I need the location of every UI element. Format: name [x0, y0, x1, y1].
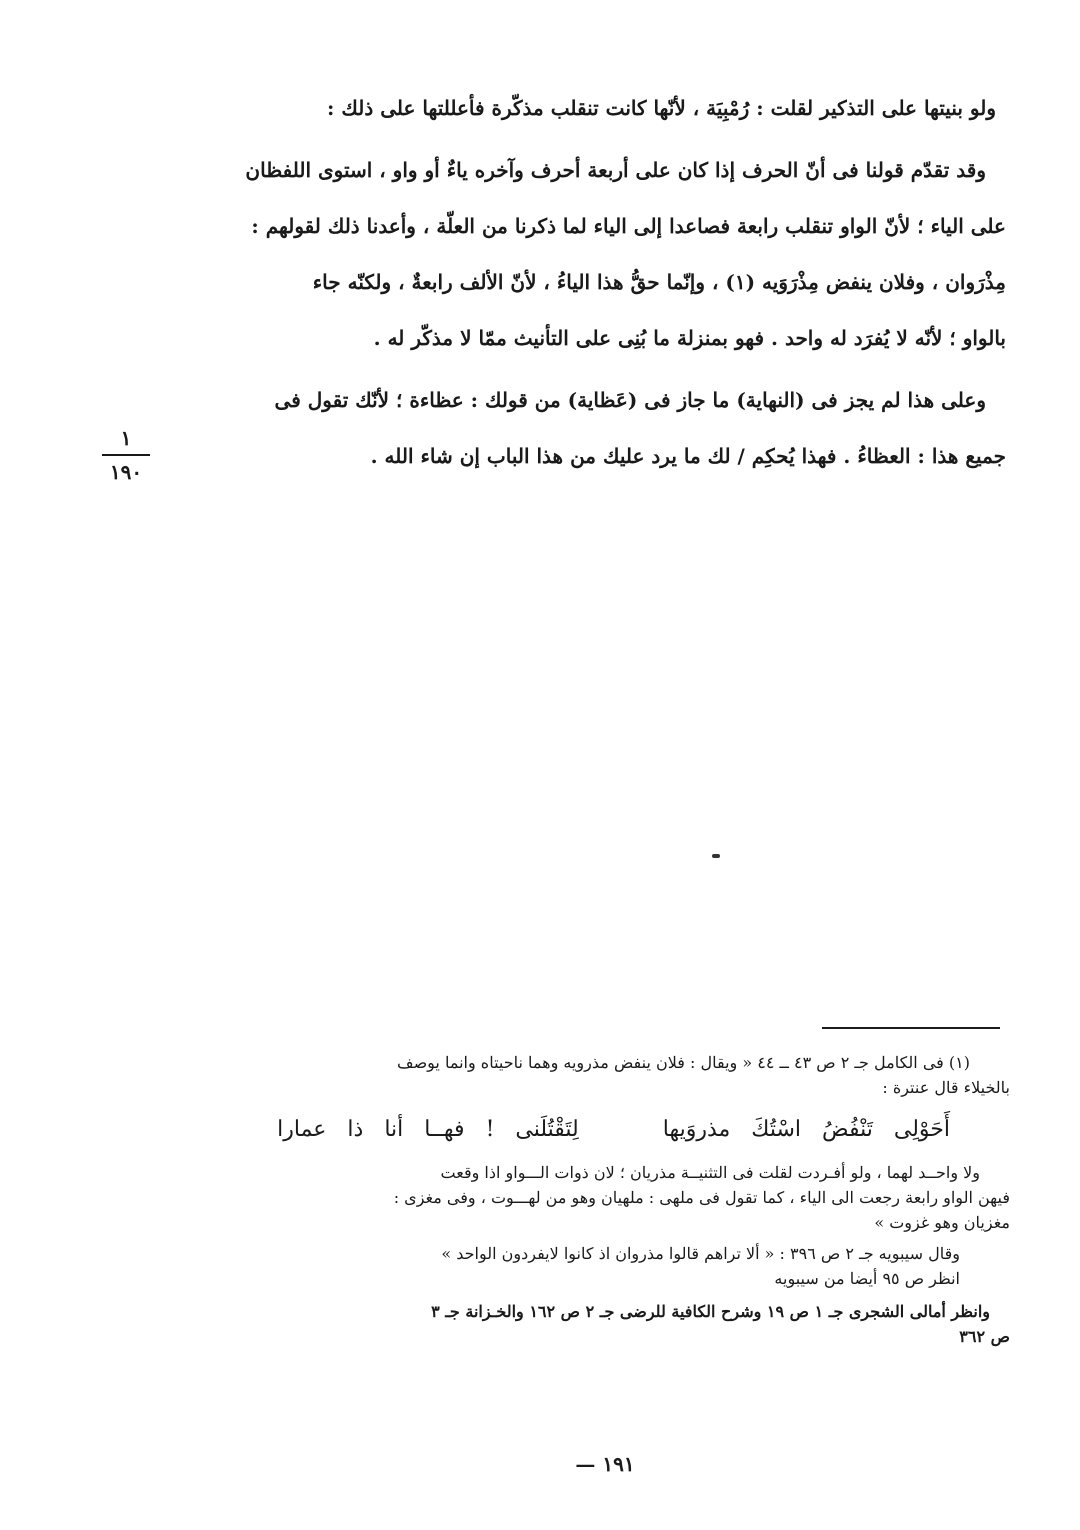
verse-word: فهــا — [424, 1117, 465, 1142]
verse-word: اسْتُكَ — [751, 1117, 802, 1142]
main-line: على الياء ؛ لأنّ الواو تنقلب رابعة فصاعدا إلى الياء لما ذكرنا من العلّة ، وأعدنا ذلك لقولهم : — [251, 214, 1006, 238]
poem-verse — [160, 1100, 1010, 1160]
page-number: ١٩١ — — [575, 1452, 635, 1476]
scan-speck — [712, 854, 720, 858]
verse-word: أنا — [384, 1117, 404, 1142]
margin-marker-top: ١ — [120, 426, 132, 450]
main-text — [168, 80, 1006, 484]
footnote-line: انظر ص ٩٥ أيضا من سيبويه — [774, 1269, 960, 1288]
verse-word: تَنْفُضُ — [822, 1117, 873, 1142]
margin-marker-bottom: ١٩٠ — [109, 460, 143, 484]
footnote-line: بالخيلاء قال عنترة : — [882, 1078, 1010, 1097]
footnote-line: فيهن الواو رابعة رجعت الى الياء ، كما تقول فى ملهى : ملهيان وهو من لهـــوت ، وفى مغزى : — [393, 1188, 1010, 1207]
verse-word: لِتَقْتُلَنى ! — [485, 1117, 579, 1142]
verse-word: أَحَوْلِى — [893, 1117, 950, 1142]
footnote-line: ص ٣٦٢ — [959, 1327, 1010, 1346]
main-line: مِذْرَوان ، وفلان ينفض مِذْرَوَيه (١) ، وإنّما حقُّ هذا الياءُ ، لأنّ الألف رابعةٌ ، ولكنّه جاء — [312, 270, 1006, 294]
footnote-line: مغزيان وهو غزوت » — [874, 1213, 1010, 1232]
footnote-line: وانظر أمالى الشجرى جـ ١ ص ١٩ وشرح الكافية للرضى جـ ٢ ص ١٦٢ والخـزانة جـ ٣ — [431, 1302, 990, 1321]
margin-folio-marker — [96, 428, 156, 482]
main-line: ولو بنيتها على التذكير لقلت : رُمْبِيَة ، لأنّها كانت تنقلب مذكّرة فأعللتها على ذلك : — [327, 96, 996, 120]
main-line: بالواو ؛ لأنّه لا يُفرَد له واحد . فهو بمنزلة ما بُنِى على التأنيث ممّا لا مذكّر له . — [373, 326, 1006, 350]
footnotes — [160, 1050, 1010, 1349]
verse-word: عمارا — [277, 1117, 327, 1142]
main-line: وعلى هذا لم يجز فى (النهاية) ما جاز فى (عَظاية) من قولك : عظاءة ؛ لأنّك تقول فى — [274, 388, 986, 412]
footnote-line: (١) فى الكامل جـ ٢ ص ٤٣ ــ ٤٤ « ويقال : فلان ينفض مذرويه وهما ناحيتاه وانما يوصف — [397, 1053, 970, 1072]
main-line: جميع هذا : العظاءُ . فهذا يُحكِم / لك ما يرد عليك من هذا الباب إن شاء الله . — [370, 444, 1006, 468]
footnote-line: وقال سيبويه جـ ٢ ص ٣٩٦ : « ألا تراهم قالوا مذروان اذ كانوا لايفردون الواحد » — [441, 1244, 960, 1263]
footnote-separator — [822, 1027, 1000, 1029]
footnote-line: ولا واحــد لهما ، ولو أفـردت لقلت فى التثنيــة مذريان ؛ لان ذوات الـــواو اذا وقعت — [440, 1163, 980, 1182]
verse-word: مذروَيها — [662, 1117, 731, 1142]
margin-marker-rule — [102, 454, 150, 456]
verse-word: ذا — [347, 1117, 364, 1142]
main-line: وقد تقدّم قولنا فى أنّ الحرف إذا كان على أربعة أحرف وآخره ياءٌ أو واو ، استوى اللفظان — [245, 158, 986, 182]
